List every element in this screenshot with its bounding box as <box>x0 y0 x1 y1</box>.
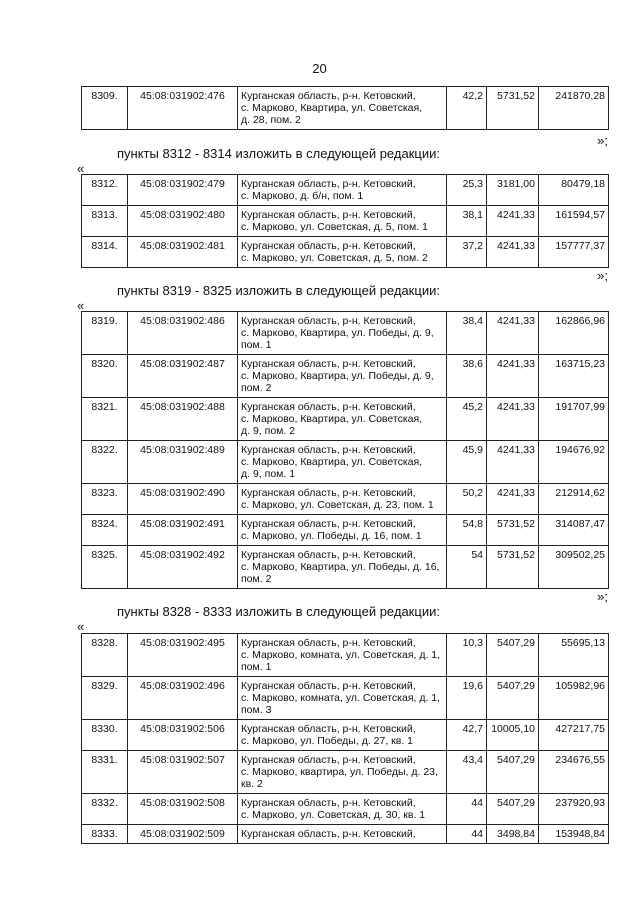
registry-table-8309 <box>81 86 609 130</box>
total-value: 163715,23 <box>539 355 609 398</box>
total-value: 241870,28 <box>539 87 609 130</box>
area: 45,2 <box>447 398 487 441</box>
registry-table-8319-8325 <box>81 311 609 589</box>
address: Курганская область, р-н. Кетовский, с. Марково, ул. Советская, д. 5, пом. 1 <box>238 206 447 237</box>
cadastral-number: 45:08:031902:476 <box>128 87 238 130</box>
total-value: 314087,47 <box>539 515 609 546</box>
table-row <box>82 677 609 720</box>
area: 19,6 <box>447 677 487 720</box>
table-row <box>82 515 609 546</box>
price-per-unit: 4241,33 <box>487 312 539 355</box>
table-row <box>82 237 609 268</box>
area: 42,2 <box>447 87 487 130</box>
price-per-unit: 4241,33 <box>487 484 539 515</box>
price-per-unit: 10005,10 <box>487 720 539 751</box>
table-row <box>82 634 609 677</box>
address: Курганская область, р-н. Кетовский, с. Марково, ул. Победы, д. 16, пом. 1 <box>238 515 447 546</box>
cadastral-number: 45:08:031902:480 <box>128 206 238 237</box>
price-per-unit: 5407,29 <box>487 677 539 720</box>
table-row <box>82 720 609 751</box>
area: 38,1 <box>447 206 487 237</box>
total-value: 55695,13 <box>539 634 609 677</box>
area: 44 <box>447 825 487 844</box>
total-value: 234676,55 <box>539 751 609 794</box>
cadastral-number: 45:08:031902:479 <box>128 175 238 206</box>
address: Курганская область, р-н. Кетовский, с. Марково, ул. Победы, д. 27, кв. 1 <box>238 720 447 751</box>
cadastral-number: 45:08:031902:492 <box>128 546 238 589</box>
row-number: 8324. <box>82 515 128 546</box>
total-value: 212914,62 <box>539 484 609 515</box>
amendment-instruction: пункты 8319 - 8325 изложить в следующей редакции: <box>117 283 440 298</box>
total-value: 157777,37 <box>539 237 609 268</box>
address: Курганская область, р-н. Кетовский, с. Марково, Квартира, ул. Советская, д. 9, пом. 1 <box>238 441 447 484</box>
price-per-unit: 3181,00 <box>487 175 539 206</box>
table-row <box>82 312 609 355</box>
amendment-instruction: пункты 8312 - 8314 изложить в следующей редакции: <box>117 146 440 161</box>
price-per-unit: 4241,33 <box>487 441 539 484</box>
closing-quote: »; <box>597 133 608 148</box>
price-per-unit: 4241,33 <box>487 355 539 398</box>
total-value: 153948,84 <box>539 825 609 844</box>
table-row <box>82 484 609 515</box>
table-row <box>82 794 609 825</box>
cadastral-number: 45:08:031902:481 <box>128 237 238 268</box>
cadastral-number: 45:08:031902:489 <box>128 441 238 484</box>
closing-quote: »; <box>597 589 608 604</box>
area: 43,4 <box>447 751 487 794</box>
area: 54 <box>447 546 487 589</box>
row-number: 8309. <box>82 87 128 130</box>
cadastral-number: 45:08:031902:486 <box>128 312 238 355</box>
table-row <box>82 206 609 237</box>
row-number: 8331. <box>82 751 128 794</box>
row-number: 8314. <box>82 237 128 268</box>
address: Курганская область, р-н. Кетовский, с. Марково, ул. Советская, д. 5, пом. 2 <box>238 237 447 268</box>
cadastral-number: 45:08:031902:488 <box>128 398 238 441</box>
price-per-unit: 5731,52 <box>487 87 539 130</box>
registry-table-8312-8314 <box>81 174 609 268</box>
row-number: 8319. <box>82 312 128 355</box>
row-number: 8333. <box>82 825 128 844</box>
total-value: 237920,93 <box>539 794 609 825</box>
price-per-unit: 4241,33 <box>487 398 539 441</box>
table-row <box>82 398 609 441</box>
table-row <box>82 825 609 844</box>
amendment-instruction: пункты 8328 - 8333 изложить в следующей редакции: <box>117 604 440 619</box>
table-row <box>82 175 609 206</box>
total-value: 194676,92 <box>539 441 609 484</box>
row-number: 8330. <box>82 720 128 751</box>
area: 37,2 <box>447 237 487 268</box>
area: 50,2 <box>447 484 487 515</box>
address: Курганская область, р-н. Кетовский, с. Марково, комната, ул. Советская, д. 1, пом. 3 <box>238 677 447 720</box>
address: Курганская область, р-н. Кетовский, с. Марково, Квартира, ул. Победы, д. 9, пом. 2 <box>238 355 447 398</box>
cadastral-number: 45:08:031902:506 <box>128 720 238 751</box>
total-value: 162866,96 <box>539 312 609 355</box>
row-number: 8329. <box>82 677 128 720</box>
row-number: 8322. <box>82 441 128 484</box>
closing-quote: »; <box>597 268 608 283</box>
table-row <box>82 355 609 398</box>
cadastral-number: 45:08:031902:491 <box>128 515 238 546</box>
cadastral-number: 45:08:031902:495 <box>128 634 238 677</box>
area: 44 <box>447 794 487 825</box>
area: 54,8 <box>447 515 487 546</box>
row-number: 8320. <box>82 355 128 398</box>
area: 45,9 <box>447 441 487 484</box>
address: Курганская область, р-н. Кетовский, с. Марково, Квартира, ул. Советская, д. 9, пом. 2 <box>238 398 447 441</box>
cadastral-number: 45:08:031902:490 <box>128 484 238 515</box>
row-number: 8321. <box>82 398 128 441</box>
area: 38,6 <box>447 355 487 398</box>
row-number: 8312. <box>82 175 128 206</box>
address: Курганская область, р-н. Кетовский, с. Марково, комната, ул. Советская, д. 1, пом. 1 <box>238 634 447 677</box>
area: 38,4 <box>447 312 487 355</box>
opening-quote: « <box>77 298 85 313</box>
address: Курганская область, р-н. Кетовский, <box>238 825 447 844</box>
price-per-unit: 4241,33 <box>487 206 539 237</box>
row-number: 8323. <box>82 484 128 515</box>
address: Курганская область, р-н. Кетовский, с. Марково, ул. Советская, д. 23, пом. 1 <box>238 484 447 515</box>
row-number: 8332. <box>82 794 128 825</box>
price-per-unit: 5731,52 <box>487 515 539 546</box>
opening-quote: « <box>77 619 85 634</box>
area: 42,7 <box>447 720 487 751</box>
table-row <box>82 751 609 794</box>
address: Курганская область, р-н. Кетовский, с. Марково, квартира, ул. Победы, д. 23, кв. 2 <box>238 751 447 794</box>
page-number: 20 <box>312 61 327 76</box>
row-number: 8325. <box>82 546 128 589</box>
address: Курганская область, р-н. Кетовский, с. Марково, ул. Советская, д. 30, кв. 1 <box>238 794 447 825</box>
address: Курганская область, р-н. Кетовский, с. Марково, Квартира, ул. Победы, д. 16, пом. 2 <box>238 546 447 589</box>
area: 10,3 <box>447 634 487 677</box>
opening-quote: « <box>77 161 85 176</box>
total-value: 161594,57 <box>539 206 609 237</box>
price-per-unit: 3498,84 <box>487 825 539 844</box>
total-value: 427217,75 <box>539 720 609 751</box>
address: Курганская область, р-н. Кетовский, с. Марково, Квартира, ул. Советская, д. 28, пом. 2 <box>238 87 447 130</box>
table-row <box>82 546 609 589</box>
cadastral-number: 45:08:031902:487 <box>128 355 238 398</box>
table-row <box>82 87 609 130</box>
price-per-unit: 5731,52 <box>487 546 539 589</box>
cadastral-number: 45:08:031902:508 <box>128 794 238 825</box>
total-value: 80479,18 <box>539 175 609 206</box>
total-value: 309502,25 <box>539 546 609 589</box>
cadastral-number: 45:08:031902:496 <box>128 677 238 720</box>
price-per-unit: 5407,29 <box>487 634 539 677</box>
price-per-unit: 5407,29 <box>487 751 539 794</box>
address: Курганская область, р-н. Кетовский, с. Марково, д. б/н, пом. 1 <box>238 175 447 206</box>
area: 25,3 <box>447 175 487 206</box>
price-per-unit: 4241,33 <box>487 237 539 268</box>
row-number: 8313. <box>82 206 128 237</box>
address: Курганская область, р-н. Кетовский, с. Марково, Квартира, ул. Победы, д. 9, пом. 1 <box>238 312 447 355</box>
row-number: 8328. <box>82 634 128 677</box>
table-row <box>82 441 609 484</box>
total-value: 105982,96 <box>539 677 609 720</box>
cadastral-number: 45:08:031902:509 <box>128 825 238 844</box>
registry-table-8328-8333 <box>81 633 609 844</box>
cadastral-number: 45:08:031902:507 <box>128 751 238 794</box>
price-per-unit: 5407,29 <box>487 794 539 825</box>
total-value: 191707,99 <box>539 398 609 441</box>
